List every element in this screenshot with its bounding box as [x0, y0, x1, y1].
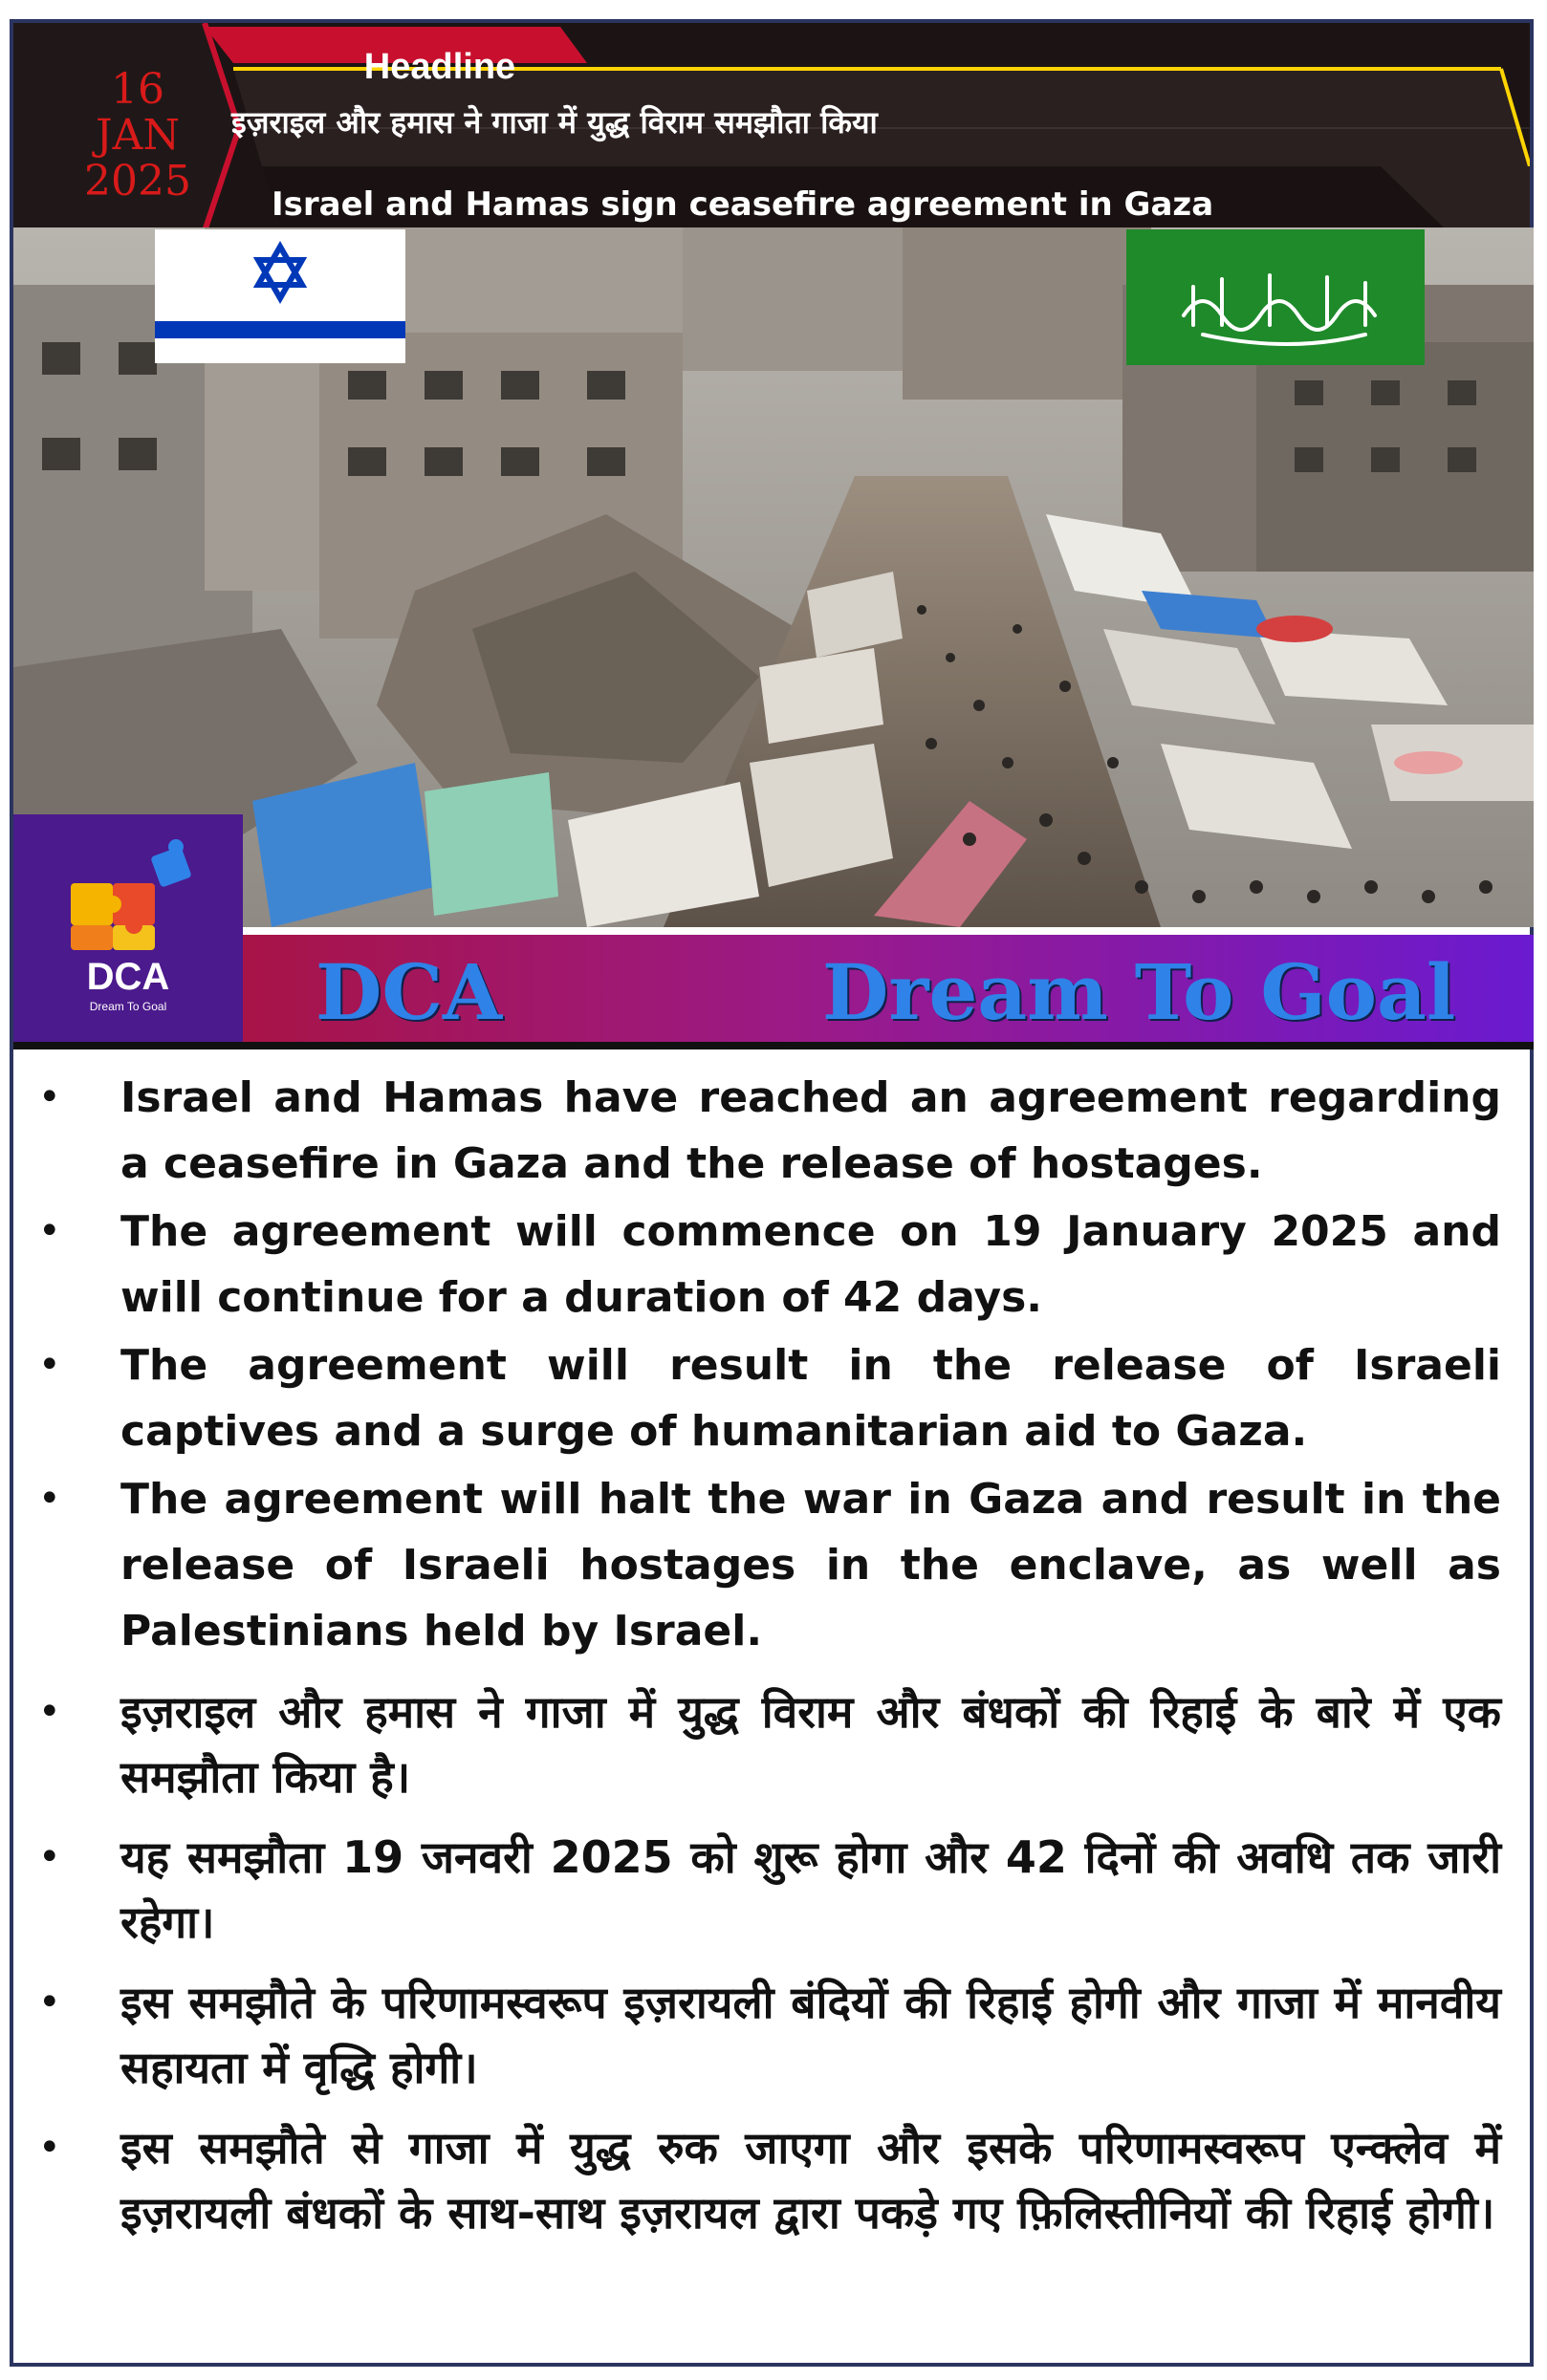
headline-tag: Headline [363, 47, 516, 87]
hindi-headline: इज़राइल और हमास ने गाजा में युद्ध विराम समझौता किया [231, 104, 878, 141]
bullet-hi-4: • इस समझौते से गाजा में युद्ध रुक जाएगा और इसके परिणामस्वरूप एन्क्लेव में इज़रायली बंधकों के साथ-साथ इज़रायल द्वारा पकड़े गए फ़िलिस्तीनियों की रिहाई होगी। [38, 2115, 1501, 2245]
puzzle-icon [13, 814, 243, 958]
dca-logo [13, 814, 243, 1042]
banner-tagline: Dream To Goal [822, 947, 1456, 1037]
date-badge [71, 67, 205, 205]
logo-text: DCA [86, 956, 170, 998]
bullet-en-1: • Israel and Hamas have reached an agreement regarding a ceasefire in Gaza and the release of hostages. [38, 1065, 1501, 1197]
headline-header [13, 23, 1530, 231]
date-month: JAN [96, 111, 180, 160]
bullet-en-4: • The agreement will halt the war in Gaza and result in the release of Israeli hostages in the enclave, as well as Palestinians held by Israel. [38, 1466, 1501, 1664]
bullet-en-3: • The agreement will result in the release of Israeli captives and a surge of humanitarian aid to Gaza. [38, 1332, 1501, 1464]
logo-subtext: Dream To Goal [89, 1000, 167, 1013]
bullet-hi-3: • इस समझौते के परिणामस्वरूप इज़रायली बंदियों की रिहाई होगी और गाजा में मानवीय सहायता में वृद्धि होगी। [38, 1970, 1501, 2100]
date-year: 2025 [84, 157, 191, 206]
bullet-hi-1: • इज़राइल और हमास ने गाजा में युद्ध विराम और बंधकों की रिहाई के बारे में एक समझौता किया है। [38, 1679, 1501, 1809]
israel-flag-icon [155, 229, 405, 363]
hamas-flag-icon [1126, 229, 1425, 365]
english-headline: Israel and Hamas sign ceasefire agreement in Gaza [272, 185, 1214, 224]
bullet-en-2: • The agreement will commence on 19 January 2025 and will continue for a duration of 42 days. [38, 1199, 1501, 1331]
section-divider [13, 1042, 1534, 1049]
date-day: 16 [111, 65, 164, 114]
banner-dca-text: DCA [316, 947, 503, 1037]
news-bullet-list [38, 1065, 1501, 2261]
bullet-hi-2: • यह समझौता 19 जनवरी 2025 को शुरू होगा और 42 दिनों की अवधि तक जारी रहेगा। [38, 1825, 1501, 1955]
